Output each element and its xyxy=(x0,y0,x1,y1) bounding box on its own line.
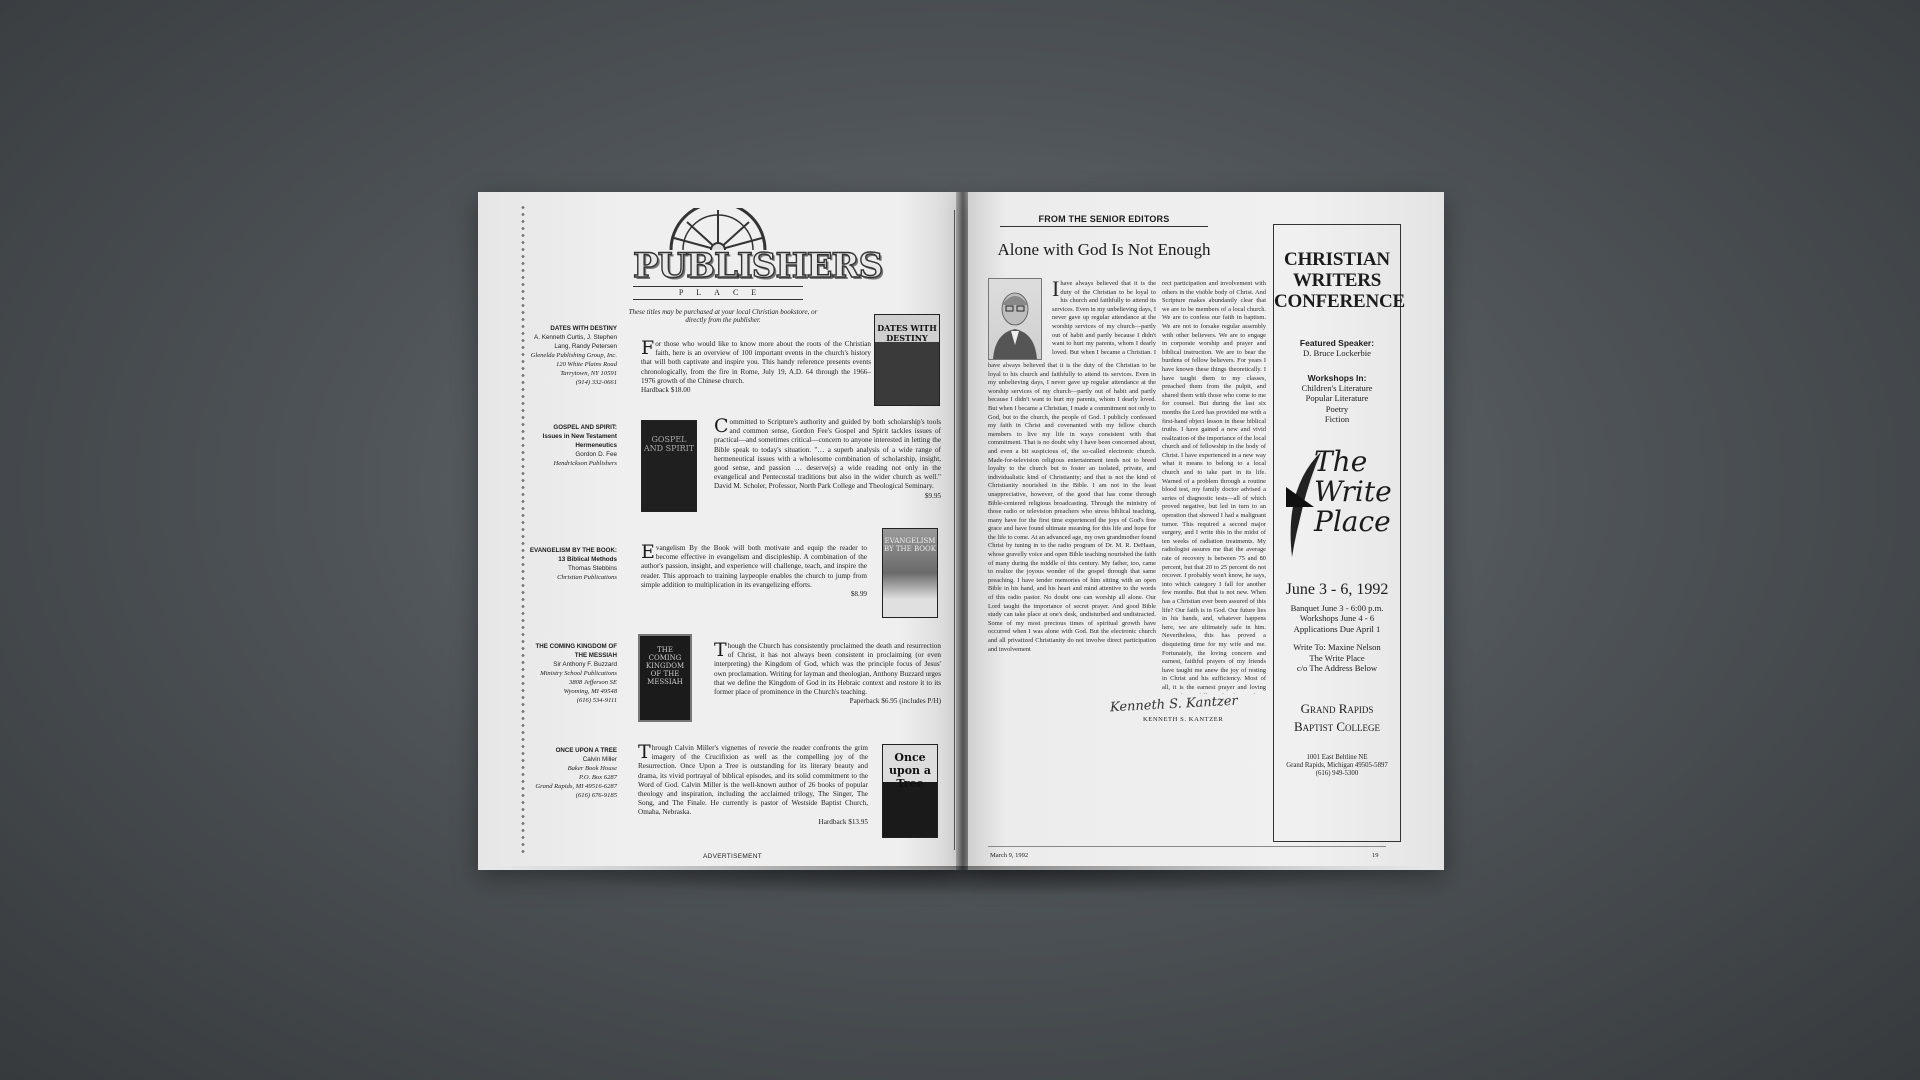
book-title: DATES WITH DESTINY xyxy=(550,325,617,332)
book-description: or those who would like to know more about the roots of the Christian faith, here is an overview of 100 important events in the church's history that will both captivate and inspire you. This handy reference presents events chronologically, from the fire in Rome, July 19, A.D. 64 through the 1966–1976 growth of the Chinese church. xyxy=(641,340,871,385)
article-text-continued: have always believed that it is the duty of the Christian to be loyal to his church and faithfully to attend its services. Even in my unbelieving days, I never gave up regular attendance at the worship services of my church—partly out of habit and partly because I didn't want to hurt my parents, whom I dearly loved. But when I became a Christian, I made a commitment not only to God, but to the church, the people of God. I publicly confessed my faith in Christ and covenanted with my fellow church members to live my life in ways consistent with that commitment. That is no doubt why I have been concerned about, and even a bit suspicious of, the so-called electronic church. Made-for-television religious entertainment tends not to breed loyalty to the church but to foster an isolated, private, and individualistic kind of Christianity; and that is not the kind of Christianity nourished in the Bible. I am not in the least unappreciative, however, of the good that has come through Bible-centered religious broadcasting. Through the ministry of those radio or television preachers who stress biblical teaching, many have for the first time experienced the joys of God's free grace and have found ultimate meaning for this life and hope for the life to come. At an advanced age, my own grandmother found Christ by tuning in to the radio program of Dr. M. R. DeHaan, whose gravelly voice and open Bible teaching nourished the faith of many during the middle of this century. My father, too, came to realize the joyous wonder of the gospel through that same preaching. I have tender memories of him sitting with an open Bible in his hand, and his heart and mind attentive to the words of this radio pastor. No doubt one can worship all alone. Our Lord taught the importance of secret prayer. And good Bible study can take place at one's desk, undisturbed and undistracted. Some of my most precious times of spiritual growth have occurred when I was alone with God. But the electronic church and all privatized Christianity do not involve direct participation and involvement xyxy=(988,362,1156,653)
workshop-item: Poetry xyxy=(1325,403,1349,414)
book-price: $8.99 xyxy=(850,590,867,599)
cover-title: Once upon a Tree xyxy=(889,751,931,790)
publisher-city: Grand Rapids, MI 49516-6287 xyxy=(535,783,617,790)
publisher-phone: (616) 534-9111 xyxy=(576,697,617,704)
workshops-label: Workshops In: xyxy=(1307,372,1367,383)
book-price: Hardback $18.00 xyxy=(641,386,691,395)
wagon-wheel-icon xyxy=(663,208,773,250)
book-title: EVANGELISM BY THE BOOK: xyxy=(529,547,617,554)
section-heading: FROM THE SENIOR EDITORS xyxy=(1000,214,1208,227)
article-column-1 xyxy=(988,362,1156,842)
article-title: Alone with God Is Not Enough xyxy=(997,240,1211,259)
entry-body-once-upon-a-tree xyxy=(638,741,868,827)
publisher-city: Wyoming, MI 49548 xyxy=(563,688,617,695)
book-description: hrough Calvin Miller's vignettes of reverie the reader confronts the grim imagery of the Crucifixion as well as the compelling joy of the Resurrection. Once Upon a Tree is outstanding for its literary beauty and drama, its vivid portrayal of biblical episodes, and its solid commitment to the Word of God. Calvin Miller is the well-known author of 26 books of popular theology and inspiration, including the acclaimed trilogy, The Singer, The Song, and The Finale. He currently is pastor of Westside Baptist Church, Omaha, Nebraska. xyxy=(638,744,868,817)
entry-body-evangelism-by-the-book xyxy=(641,541,867,599)
book-cover-gospel-and-spirit xyxy=(641,420,697,512)
conference-dates: June 3 - 6, 1992 xyxy=(1285,580,1389,598)
drop-cap: T xyxy=(638,741,651,763)
left-page xyxy=(478,192,958,870)
entry-body-coming-kingdom xyxy=(714,639,941,706)
drop-cap: I xyxy=(1052,280,1060,301)
entry-meta-dates-with-destiny xyxy=(522,324,617,387)
intro-note: These titles may be purchased at your local Christian bookstore, or directly from the publisher. xyxy=(628,308,818,324)
book-authors: Gordon D. Fee xyxy=(575,451,617,458)
masthead-title: PUBLISHERS xyxy=(633,246,883,286)
publisher-city: Tarrytown, NY 10591 xyxy=(560,370,617,377)
book-publisher: Christian Publications xyxy=(557,574,617,581)
book-subtitle: 13 Biblical Methods xyxy=(558,556,617,563)
advertisement-label: ADVERTISEMENT xyxy=(703,853,763,860)
cover-title: THE COMING KINGDOM OF THE MESSIAH xyxy=(645,646,685,686)
book-cover-coming-kingdom xyxy=(638,634,692,722)
book-publisher: Glenelda Publishing Group, Inc. xyxy=(530,352,617,359)
drop-cap: E xyxy=(641,541,655,563)
publisher-address: 3808 Jefferson SE xyxy=(569,679,617,686)
portrait-image xyxy=(989,279,1041,359)
detail-line: Workshops June 4 - 6 xyxy=(1299,613,1375,623)
publisher-address: P.O. Box 6287 xyxy=(579,774,617,781)
right-page xyxy=(968,192,1444,870)
book-publisher: Hendrickson Publishers xyxy=(553,460,617,467)
book-description: ommitted to Scripture's authority and guided by both scholarship's tools and common sense, Gordon Fee's Gospel and Spirit tackles issues of practical—and sometimes critical—concern to anyone interested in letting the Bible speak to today's situation. "… a superb analysis of a wide range of hermeneutical issues with a wholesome combination of scholarship, insight, good sense, and passion … deserve(s) a wide reading not only in the evangelical and Pentecostal traditions but also in the wider church as well." David M. Scholer, Professor, North Park College and Theological Seminary. xyxy=(714,418,941,491)
workshop-item: Popular Literature xyxy=(1305,393,1369,403)
book-authors: Sir Anthony F. Buzzard xyxy=(553,661,617,668)
cover-title: EVANGELISM BY THE BOOK xyxy=(884,537,936,553)
book-authors: A. Kenneth Curtis, J. Stephen Lang, Randy Petersen xyxy=(534,334,617,350)
drop-cap: F xyxy=(641,337,655,359)
book-subtitle: Issues in New Testament Hermeneutics xyxy=(542,433,617,449)
magazine-spread xyxy=(478,192,1444,870)
masthead-subtitle: PLACE xyxy=(633,286,803,300)
article-column-1-top xyxy=(1052,280,1156,354)
book-cover-dates-with-destiny xyxy=(874,314,940,406)
book-cover-once-upon-a-tree xyxy=(882,744,938,838)
workshop-item: Fiction xyxy=(1324,414,1350,424)
featured-label: Featured Speaker: xyxy=(1299,338,1375,348)
contact-line: c/o The Address Below xyxy=(1296,663,1378,673)
drop-cap: C xyxy=(714,415,729,437)
address-line: Grand Rapids, Michigan 49505-5897 xyxy=(1286,761,1388,769)
book-authors: Calvin Miller xyxy=(582,756,617,763)
author-name: KENNETH S. KANTZER xyxy=(1143,716,1224,723)
write-place-text: The Write Place xyxy=(1314,444,1392,538)
publishers-place-masthead xyxy=(633,208,883,298)
ad-title: CHRISTIAN WRITERS CONFERENCE xyxy=(1274,249,1406,312)
contact-line: The Write Place xyxy=(1309,652,1365,663)
book-title: GOSPEL AND SPIRIT: xyxy=(553,424,617,431)
book-publisher: Ministry School Publications xyxy=(540,670,617,677)
publisher-phone: (616) 676-9185 xyxy=(575,792,617,799)
book-price: Paperback $6.95 (includes P/H) xyxy=(849,697,941,706)
book-authors: Thomas Stebbins xyxy=(567,565,617,572)
cover-title: DATES WITH DESTINY xyxy=(877,323,937,343)
article-column-2 xyxy=(1162,280,1266,694)
article-text-column-2: rect participation and involvement with others in the visible body of Christ. And Scripture makes abundantly clear that we are to be members of a local church. We are to confess our faith in baptism. We are not to forsake regular assembly with other believers. We are to engage in corporate worship and prayer and biblical instruction. We are to bear the burdens of fellow believers. For years I have known these things theoretically. I have taught them to my classes, preached them from the pulpit, and shared them with those who come to me for counsel. But during the last six months the Lord has provided me with a first-hand object lesson in these biblical truths. I have gained a new and vivid realization of the importance of the local church and of fellowship in the body of Christ. I have experienced in a new way what it means to belong to a local church and to take part in its life. Warned of a problem through a routine blood test, my family doctor advised a series of diagnostic tests—all of which proved negative, but led in turn to an operation that showed I had a malignant tumor. This required a second major surgery, and I write this in the midst of ten weeks of radiation treatments. My radiologist assures me that the average rate of recovery is between 75 and 80 percent, but that 20 to 25 percent do not recover. I probably won't know, he says, into which category I fall for another few months. But that is not new. When has a Christian ever been assured of this life? Our faith is in God. Our future lies in his hands, and, whatever happens here, we are ultimately safe in him. Nevertheless, this has proved a disquieting time for my wife and me. Fortunately, the loving concern and earnest, faithful prayers of my friends have taught me anew the joy of resting in Christ and his sufficiency. Most of all, it is the earnest prayer and loving xyxy=(1162,280,1266,691)
write-place-logo xyxy=(1274,441,1400,573)
entry-meta-coming-kingdom xyxy=(522,642,617,705)
page-number: 19 xyxy=(1372,852,1379,859)
publisher-address: 120 White Plains Road xyxy=(556,361,617,368)
college-name: Baptist College xyxy=(1293,718,1381,734)
author-signature: Kenneth S. Kantzer xyxy=(1109,693,1239,716)
entry-body-dates-with-destiny xyxy=(641,337,871,395)
entry-meta-evangelism-by-the-book xyxy=(522,546,617,582)
issue-date: March 9, 1992 xyxy=(990,852,1029,859)
address-line: (616) 949-5300 xyxy=(1315,769,1359,777)
page-edge-rule xyxy=(954,210,955,850)
detail-line: Applications Due April 1 xyxy=(1293,623,1381,634)
book-description: vangelism By the Book will both motivate and equip the reader to become effective in evangelism and discipleship. A combination of the author's passion, insight, and experience will challenge, teach, and inspire the reader. This approach to training laypeople enables the church to jump from simple addition to multiplication in its evangelizing efforts. xyxy=(641,544,867,589)
college-name: Grand Rapids xyxy=(1300,700,1374,716)
entry-meta-once-upon-a-tree xyxy=(522,746,617,800)
book-title: ONCE UPON A TREE xyxy=(555,747,617,754)
cover-title: GOSPEL AND SPIRIT xyxy=(643,435,695,453)
article-text-start: have always believed that it is the duty of the Christian to be loyal to his church and faithfully to attend its services. Even in my unbelieving days, I never gave up regular attendance at the worship services of my church—partly out of habit and partly because I didn't want to hurt my parents, whom I dearly loved. But when I became a Christian, I xyxy=(1052,280,1156,354)
author-portrait xyxy=(988,278,1042,360)
detail-line: Banquet June 3 - 6:00 p.m. xyxy=(1290,602,1384,613)
book-cover-evangelism-by-the-book xyxy=(882,528,938,618)
book-description: hough the Church has consistently proclaimed the death and resurrection of Christ, it has not always been consistent in proclaiming (or even interpreting) the Kingdom of God, which was the principle focus of Jesus' own proclamation. Writing for layman and theologian, Anthony Buzzard urges that we define the Kingdom of God in its Hebraic context and restore it to its former place of prominence in the Church's teaching. xyxy=(714,642,941,697)
address-line: 1001 East Beltline NE xyxy=(1306,753,1368,761)
footer-rule xyxy=(988,846,1386,847)
book-price: Hardback $13.95 xyxy=(818,817,868,826)
writers-conference-ad xyxy=(1273,224,1406,842)
entry-meta-gospel-and-spirit xyxy=(522,423,617,468)
drop-cap: T xyxy=(714,639,727,661)
book-title: THE COMING KINGDOM OF THE MESSIAH xyxy=(535,643,617,659)
featured-speaker: D. Bruce Lockerbie xyxy=(1302,348,1371,358)
book-publisher: Baker Book House xyxy=(567,765,617,772)
workshop-item: Children's Literature xyxy=(1301,382,1373,393)
entry-body-gospel-and-spirit xyxy=(714,415,941,501)
book-price: $9.95 xyxy=(924,491,941,500)
contact-line: Write To: Maxine Nelson xyxy=(1293,642,1381,652)
publisher-phone: (914) 332-0661 xyxy=(575,379,617,386)
